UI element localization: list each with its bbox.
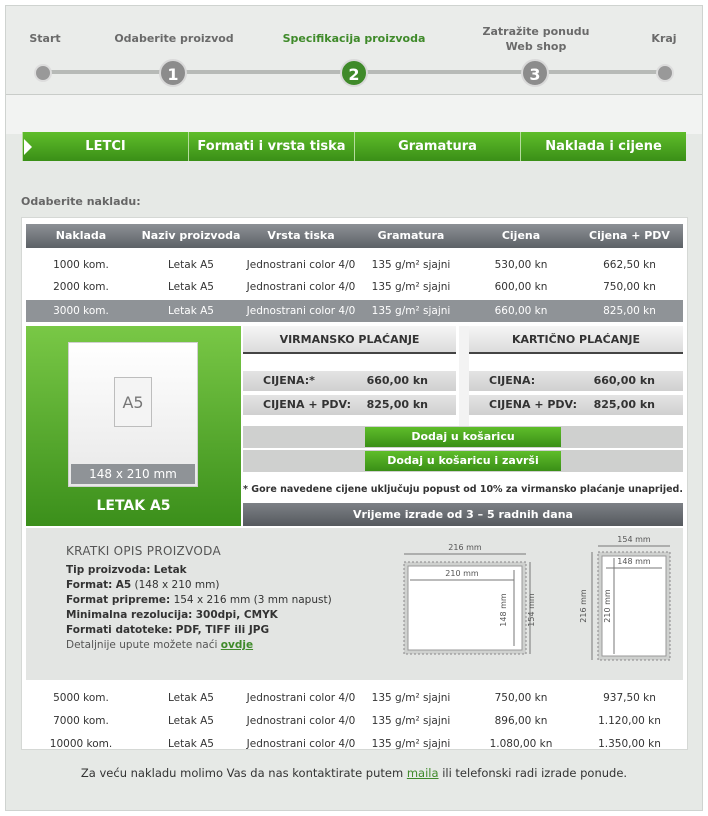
landscape-inner-width: 210 mm	[445, 569, 479, 578]
nav-tab-naklada[interactable]: Naklada i cijene	[520, 132, 686, 161]
step-2-circle[interactable]: 2	[340, 59, 368, 87]
portrait-inner-width: 148 mm	[617, 557, 651, 566]
card-price-value: 660,00 kn	[593, 374, 655, 387]
desc-files-label: Formati datoteke:	[66, 624, 173, 636]
table-row-selected[interactable]	[26, 300, 683, 322]
cell: 10000 kom.	[49, 738, 113, 750]
cell: Letak A5	[168, 281, 214, 293]
section-label: Odaberite nakladu:	[21, 195, 141, 208]
desc-more-text: Detaljnije upute možete naći	[66, 639, 218, 651]
steps-lower-band	[6, 94, 702, 134]
desc-format	[66, 579, 219, 591]
column-gap	[459, 326, 469, 430]
table-row[interactable]	[26, 733, 683, 755]
nav-arrow-icon	[24, 139, 32, 155]
cell: 530,00 kn	[494, 259, 548, 271]
cell: 5000 kom.	[53, 692, 109, 704]
desc-files	[66, 624, 269, 636]
portrait-outer-height: 216 mm	[579, 589, 588, 623]
table-row[interactable]	[26, 276, 683, 298]
desc-prep-value: 154 x 216 mm (3 mm napust)	[173, 594, 332, 606]
step-1-label: Odaberite proizvod	[114, 32, 234, 45]
step-3-label-line1: Zatražite ponudu	[482, 25, 590, 38]
cell: Letak A5	[168, 715, 214, 727]
product-dimensions: 148 x 210 mm	[71, 464, 195, 484]
nav-tab-letci[interactable]: LETCI	[22, 132, 188, 161]
desc-prep-label: Format pripreme:	[66, 594, 171, 606]
landscape-format-diagram	[396, 538, 536, 678]
desc-format-extra: (148 x 210 mm)	[134, 579, 220, 591]
cell: 662,50 kn	[603, 259, 656, 271]
desc-format-value: A5	[115, 579, 132, 591]
cell: Jednostrani color 4/0	[246, 738, 356, 750]
desc-res-value: 300dpi, CMYK	[195, 609, 278, 621]
portrait-format-diagram	[556, 528, 681, 678]
cell: 1000 kom.	[53, 259, 109, 271]
cell: Jednostrani color 4/0	[246, 281, 356, 293]
configurator-frame	[5, 5, 703, 811]
cell: 1.080,00 kn	[489, 738, 553, 750]
product-preview	[68, 342, 198, 487]
cell: 135 g/m² sjajni	[371, 715, 451, 727]
step-start-dot[interactable]	[34, 64, 52, 82]
cell: Letak A5	[168, 259, 214, 271]
step-2-label: Specifikacija proizvoda	[282, 32, 426, 45]
format-badge: A5	[114, 377, 152, 427]
landscape-inner-height: 148 mm	[499, 593, 508, 627]
step-end-label: Kraj	[651, 32, 677, 45]
add-to-cart-button[interactable]: Dodaj u košaricu	[365, 427, 561, 447]
header-cijena: Cijena	[501, 229, 541, 242]
cell: 1.120,00 kn	[598, 715, 661, 727]
footer-pre: Za veću nakladu molimo Vas da nas kontaktirate putem	[80, 766, 404, 780]
table-row[interactable]	[26, 687, 683, 709]
card-pdv-value: 825,00 kn	[593, 398, 655, 411]
cell: Jednostrani color 4/0	[246, 305, 356, 317]
cell: 750,00 kn	[603, 281, 656, 293]
table-header	[26, 224, 683, 248]
add-to-cart-finish-button[interactable]: Dodaj u košaricu i završi	[365, 451, 561, 471]
desc-more-link[interactable]: ovdje	[220, 639, 254, 651]
header-cijena-pdv: Cijena + PDV	[589, 229, 670, 242]
cell: 937,50 kn	[603, 692, 656, 704]
table-row[interactable]	[26, 254, 683, 276]
desc-prep	[66, 594, 332, 606]
cell: 135 g/m² sjajni	[371, 305, 451, 317]
cell: 135 g/m² sjajni	[371, 738, 451, 750]
cell: 135 g/m² sjajni	[371, 692, 451, 704]
step-start-label: Start	[29, 32, 61, 45]
portrait-outer-width: 154 mm	[617, 535, 651, 544]
progress-steps	[6, 6, 702, 94]
cell: Letak A5	[168, 738, 214, 750]
payment-area	[243, 326, 683, 526]
cell: 135 g/m² sjajni	[371, 259, 451, 271]
cell: 3000 kom.	[53, 305, 109, 317]
product-description	[26, 528, 683, 680]
footer-mail-link[interactable]: maila	[406, 766, 439, 780]
desc-files-value: PDF, TIFF ili JPG	[175, 624, 270, 636]
card-pdv-row	[469, 395, 683, 415]
cell: 600,00 kn	[494, 281, 548, 293]
add-strip	[243, 426, 683, 448]
cell: 660,00 kn	[494, 305, 548, 317]
card-price-label: CIJENA:	[489, 374, 536, 387]
portrait-inner-height: 210 mm	[603, 589, 612, 623]
add-finish-strip	[243, 450, 683, 472]
step-3-label-line2: Web shop	[505, 40, 567, 53]
cell: 7000 kom.	[53, 715, 109, 727]
table-row[interactable]	[26, 710, 683, 732]
footer-note	[6, 766, 702, 780]
header-naziv: Naziv proizvoda	[141, 229, 241, 242]
desc-type	[66, 564, 187, 576]
landscape-outer-width: 216 mm	[448, 543, 482, 552]
cell: 1.350,00 kn	[598, 738, 661, 750]
desc-res-label: Minimalna rezolucija:	[66, 609, 193, 621]
desc-type-value: Letak	[153, 564, 187, 576]
footer-post: ili telefonski radi izrade ponude.	[442, 766, 628, 780]
description-title: KRATKI OPIS PROIZVODA	[66, 544, 221, 558]
nav-tab-gramatura[interactable]: Gramatura	[354, 132, 520, 161]
step-end-dot[interactable]	[656, 64, 674, 82]
cell: 896,00 kn	[494, 715, 548, 727]
virman-header: VIRMANSKO PLAĆANJE	[243, 326, 456, 354]
virman-pdv-value: 825,00 kn	[366, 398, 428, 411]
cell: Jednostrani color 4/0	[246, 692, 356, 704]
cell: Jednostrani color 4/0	[246, 715, 356, 727]
card-header: KARTIČNO PLAĆANJE	[469, 326, 683, 354]
quantity-panel	[21, 217, 688, 750]
virman-price-row	[243, 371, 456, 391]
cell: 750,00 kn	[494, 692, 548, 704]
header-naklada: Naklada	[55, 229, 107, 242]
virman-price-value: 660,00 kn	[366, 374, 428, 387]
desc-res	[66, 609, 278, 621]
cell: 825,00 kn	[603, 305, 656, 317]
desc-format-label: Format:	[66, 579, 113, 591]
card-pdv-label: CIJENA + PDV:	[489, 398, 577, 411]
step-3-circle[interactable]: 3	[521, 59, 549, 87]
virman-price-label: CIJENA:*	[263, 374, 315, 387]
step-3-label	[466, 24, 606, 54]
production-time: Vrijeme izrade od 3 – 5 radnih dana	[243, 503, 683, 526]
header-vrsta: Vrsta tiska	[267, 229, 335, 242]
product-title: LETAK A5	[96, 498, 171, 514]
nav-tab-formati[interactable]: Formati i vrsta tiska	[188, 132, 354, 161]
virman-pdv-label: CIJENA + PDV:	[263, 398, 351, 411]
step-1-circle[interactable]: 1	[159, 59, 187, 87]
desc-type-label: Tip proizvoda:	[66, 564, 151, 576]
desc-more	[66, 639, 253, 651]
cell: 135 g/m² sjajni	[371, 281, 451, 293]
header-gramatura: Gramatura	[377, 229, 445, 242]
card-price-row	[469, 371, 683, 391]
cell: Jednostrani color 4/0	[246, 259, 356, 271]
cell: 2000 kom.	[53, 281, 109, 293]
discount-note: * Gore navedene cijene uključuju popust od 10% za virmansko plaćanje unaprijed.	[243, 484, 683, 495]
cell: Letak A5	[168, 305, 214, 317]
product-card	[26, 326, 241, 526]
landscape-outer-height: 154 mm	[527, 593, 536, 627]
product-nav	[22, 132, 686, 161]
virman-pdv-row	[243, 395, 456, 415]
cell: Letak A5	[168, 692, 214, 704]
